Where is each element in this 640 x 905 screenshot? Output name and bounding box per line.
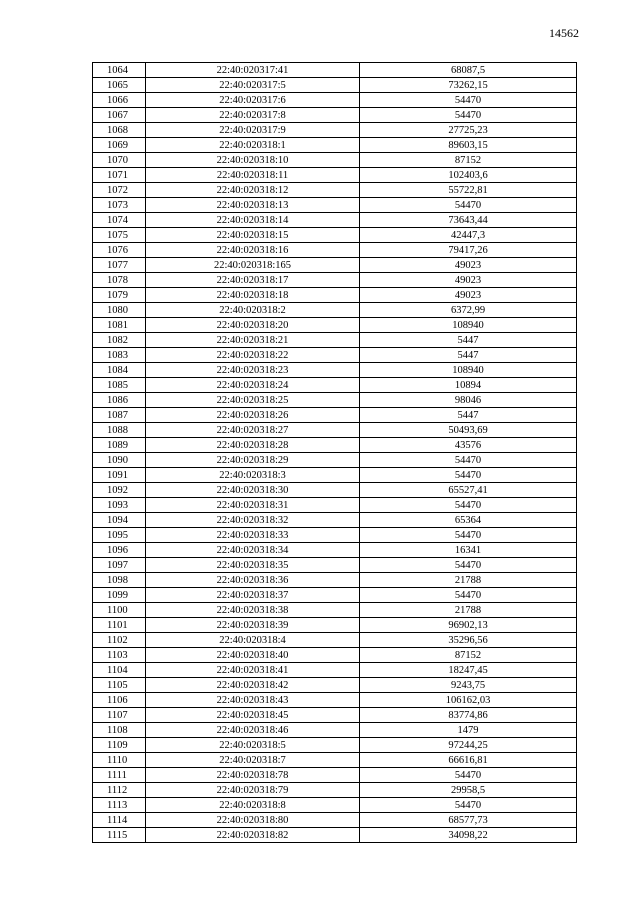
- value-cell: 54470: [360, 558, 577, 573]
- value-cell: 98046: [360, 393, 577, 408]
- table-row: [93, 243, 577, 258]
- page-number: 14562: [549, 26, 579, 40]
- row-number-cell: 1100: [93, 603, 146, 618]
- table-row: [93, 363, 577, 378]
- cadastral-number-cell: 22:40:020318:41: [146, 663, 360, 678]
- cadastral-number-cell: 22:40:020318:79: [146, 783, 360, 798]
- cadastral-number-cell: 22:40:020318:22: [146, 348, 360, 363]
- row-number-cell: 1067: [93, 108, 146, 123]
- cadastral-number-cell: 22:40:020318:20: [146, 318, 360, 333]
- value-cell: 108940: [360, 363, 577, 378]
- table-row: [93, 723, 577, 738]
- value-cell: 65527,41: [360, 483, 577, 498]
- table-row: [93, 93, 577, 108]
- row-number-cell: 1108: [93, 723, 146, 738]
- cadastral-number-cell: 22:40:020318:35: [146, 558, 360, 573]
- table-row: [93, 828, 577, 843]
- cadastral-number-cell: 22:40:020318:36: [146, 573, 360, 588]
- row-number-cell: 1082: [93, 333, 146, 348]
- cadastral-number-cell: 22:40:020318:33: [146, 528, 360, 543]
- value-cell: 49023: [360, 258, 577, 273]
- cadastral-number-cell: 22:40:020318:16: [146, 243, 360, 258]
- row-number-cell: 1104: [93, 663, 146, 678]
- value-cell: 65364: [360, 513, 577, 528]
- cadastral-number-cell: 22:40:020318:5: [146, 738, 360, 753]
- row-number-cell: 1094: [93, 513, 146, 528]
- cadastral-number-cell: 22:40:020318:26: [146, 408, 360, 423]
- row-number-cell: 1080: [93, 303, 146, 318]
- cadastral-number-cell: 22:40:020317:9: [146, 123, 360, 138]
- table-row: [93, 138, 577, 153]
- table-row: [93, 543, 577, 558]
- value-cell: 21788: [360, 573, 577, 588]
- value-cell: 89603,15: [360, 138, 577, 153]
- table-row: [93, 753, 577, 768]
- value-cell: 6372,99: [360, 303, 577, 318]
- value-cell: 10894: [360, 378, 577, 393]
- table-row: [93, 153, 577, 168]
- table-row: [93, 168, 577, 183]
- table-row: [93, 663, 577, 678]
- cadastral-number-cell: 22:40:020318:23: [146, 363, 360, 378]
- value-cell: 54470: [360, 198, 577, 213]
- table-row: [93, 678, 577, 693]
- row-number-cell: 1107: [93, 708, 146, 723]
- value-cell: 18247,45: [360, 663, 577, 678]
- table-row: [93, 123, 577, 138]
- cadastral-number-cell: 22:40:020318:30: [146, 483, 360, 498]
- cadastral-number-cell: 22:40:020318:4: [146, 633, 360, 648]
- table-row: [93, 468, 577, 483]
- table-row: [93, 213, 577, 228]
- row-number-cell: 1075: [93, 228, 146, 243]
- table-row: [93, 693, 577, 708]
- cadastral-number-cell: 22:40:020318:13: [146, 198, 360, 213]
- cadastral-number-cell: 22:40:020318:28: [146, 438, 360, 453]
- table-row: [93, 513, 577, 528]
- row-number-cell: 1115: [93, 828, 146, 843]
- row-number-cell: 1089: [93, 438, 146, 453]
- cadastral-number-cell: 22:40:020318:8: [146, 798, 360, 813]
- row-number-cell: 1099: [93, 588, 146, 603]
- row-number-cell: 1066: [93, 93, 146, 108]
- row-number-cell: 1088: [93, 423, 146, 438]
- row-number-cell: 1073: [93, 198, 146, 213]
- table-row: [93, 483, 577, 498]
- cadastral-value-table: [92, 62, 577, 843]
- value-cell: 42447,3: [360, 228, 577, 243]
- table-row: [93, 738, 577, 753]
- row-number-cell: 1079: [93, 288, 146, 303]
- row-number-cell: 1112: [93, 783, 146, 798]
- row-number-cell: 1083: [93, 348, 146, 363]
- value-cell: 54470: [360, 93, 577, 108]
- row-number-cell: 1071: [93, 168, 146, 183]
- cadastral-number-cell: 22:40:020317:5: [146, 78, 360, 93]
- row-number-cell: 1111: [93, 768, 146, 783]
- cadastral-number-cell: 22:40:020318:18: [146, 288, 360, 303]
- row-number-cell: 1090: [93, 453, 146, 468]
- row-number-cell: 1095: [93, 528, 146, 543]
- cadastral-number-cell: 22:40:020318:39: [146, 618, 360, 633]
- row-number-cell: 1114: [93, 813, 146, 828]
- cadastral-number-cell: 22:40:020317:6: [146, 93, 360, 108]
- row-number-cell: 1069: [93, 138, 146, 153]
- value-cell: 54470: [360, 528, 577, 543]
- value-cell: 102403,6: [360, 168, 577, 183]
- value-cell: 49023: [360, 288, 577, 303]
- value-cell: 49023: [360, 273, 577, 288]
- table-row: [93, 573, 577, 588]
- value-cell: 5447: [360, 348, 577, 363]
- value-cell: 27725,23: [360, 123, 577, 138]
- cadastral-number-cell: 22:40:020318:1: [146, 138, 360, 153]
- table-row: [93, 453, 577, 468]
- cadastral-number-cell: 22:40:020318:37: [146, 588, 360, 603]
- value-cell: 79417,26: [360, 243, 577, 258]
- value-cell: 96902,13: [360, 618, 577, 633]
- cadastral-number-cell: 22:40:020318:10: [146, 153, 360, 168]
- row-number-cell: 1068: [93, 123, 146, 138]
- cadastral-number-cell: 22:40:020317:41: [146, 63, 360, 78]
- table-row: [93, 618, 577, 633]
- row-number-cell: 1065: [93, 78, 146, 93]
- table-row: [93, 348, 577, 363]
- table-row: [93, 273, 577, 288]
- cadastral-number-cell: 22:40:020318:3: [146, 468, 360, 483]
- table-row: [93, 798, 577, 813]
- cadastral-number-cell: 22:40:020318:25: [146, 393, 360, 408]
- table-row: [93, 498, 577, 513]
- cadastral-number-cell: 22:40:020318:11: [146, 168, 360, 183]
- table-row: [93, 333, 577, 348]
- value-cell: 43576: [360, 438, 577, 453]
- cadastral-number-cell: 22:40:020318:7: [146, 753, 360, 768]
- row-number-cell: 1093: [93, 498, 146, 513]
- value-cell: 29958,5: [360, 783, 577, 798]
- value-cell: 73643,44: [360, 213, 577, 228]
- row-number-cell: 1106: [93, 693, 146, 708]
- row-number-cell: 1076: [93, 243, 146, 258]
- cadastral-number-cell: 22:40:020318:2: [146, 303, 360, 318]
- value-cell: 54470: [360, 108, 577, 123]
- value-cell: 97244,25: [360, 738, 577, 753]
- cadastral-number-cell: 22:40:020318:80: [146, 813, 360, 828]
- value-cell: 108940: [360, 318, 577, 333]
- row-number-cell: 1085: [93, 378, 146, 393]
- table-row: [93, 63, 577, 78]
- table-row: [93, 603, 577, 618]
- row-number-cell: 1078: [93, 273, 146, 288]
- row-number-cell: 1101: [93, 618, 146, 633]
- table-row: [93, 813, 577, 828]
- value-cell: 54470: [360, 453, 577, 468]
- table-row: [93, 378, 577, 393]
- row-number-cell: 1110: [93, 753, 146, 768]
- value-cell: 83774,86: [360, 708, 577, 723]
- table-row: [93, 303, 577, 318]
- table-row: [93, 783, 577, 798]
- row-number-cell: 1070: [93, 153, 146, 168]
- table-row: [93, 258, 577, 273]
- value-cell: 21788: [360, 603, 577, 618]
- cadastral-number-cell: 22:40:020318:31: [146, 498, 360, 513]
- value-cell: 5447: [360, 408, 577, 423]
- row-number-cell: 1092: [93, 483, 146, 498]
- value-cell: 73262,15: [360, 78, 577, 93]
- value-cell: 54470: [360, 768, 577, 783]
- value-cell: 68577,73: [360, 813, 577, 828]
- table-row: [93, 528, 577, 543]
- value-cell: 54470: [360, 468, 577, 483]
- row-number-cell: 1091: [93, 468, 146, 483]
- value-cell: 16341: [360, 543, 577, 558]
- value-cell: 87152: [360, 648, 577, 663]
- cadastral-number-cell: 22:40:020318:42: [146, 678, 360, 693]
- value-cell: 35296,56: [360, 633, 577, 648]
- table-row: [93, 108, 577, 123]
- row-number-cell: 1087: [93, 408, 146, 423]
- row-number-cell: 1098: [93, 573, 146, 588]
- value-cell: 54470: [360, 798, 577, 813]
- table-row: [93, 183, 577, 198]
- row-number-cell: 1109: [93, 738, 146, 753]
- value-cell: 66616,81: [360, 753, 577, 768]
- cadastral-number-cell: 22:40:020317:8: [146, 108, 360, 123]
- cadastral-number-cell: 22:40:020318:45: [146, 708, 360, 723]
- cadastral-number-cell: 22:40:020318:21: [146, 333, 360, 348]
- row-number-cell: 1096: [93, 543, 146, 558]
- value-cell: 87152: [360, 153, 577, 168]
- row-number-cell: 1081: [93, 318, 146, 333]
- cadastral-number-cell: 22:40:020318:27: [146, 423, 360, 438]
- cadastral-number-cell: 22:40:020318:12: [146, 183, 360, 198]
- cadastral-number-cell: 22:40:020318:46: [146, 723, 360, 738]
- cadastral-number-cell: 22:40:020318:17: [146, 273, 360, 288]
- value-cell: 5447: [360, 333, 577, 348]
- table-row: [93, 768, 577, 783]
- value-cell: 54470: [360, 498, 577, 513]
- row-number-cell: 1064: [93, 63, 146, 78]
- row-number-cell: 1074: [93, 213, 146, 228]
- cadastral-number-cell: 22:40:020318:14: [146, 213, 360, 228]
- cadastral-number-cell: 22:40:020318:34: [146, 543, 360, 558]
- row-number-cell: 1077: [93, 258, 146, 273]
- cadastral-number-cell: 22:40:020318:40: [146, 648, 360, 663]
- value-cell: 106162,03: [360, 693, 577, 708]
- table-row: [93, 408, 577, 423]
- table-row: [93, 648, 577, 663]
- value-cell: 55722,81: [360, 183, 577, 198]
- row-number-cell: 1072: [93, 183, 146, 198]
- cadastral-number-cell: 22:40:020318:29: [146, 453, 360, 468]
- row-number-cell: 1105: [93, 678, 146, 693]
- value-cell: 50493,69: [360, 423, 577, 438]
- table-row: [93, 228, 577, 243]
- table-row: [93, 633, 577, 648]
- row-number-cell: 1102: [93, 633, 146, 648]
- cadastral-number-cell: 22:40:020318:24: [146, 378, 360, 393]
- table-row: [93, 288, 577, 303]
- table-row: [93, 318, 577, 333]
- cadastral-number-cell: 22:40:020318:32: [146, 513, 360, 528]
- value-cell: 68087,5: [360, 63, 577, 78]
- value-cell: 1479: [360, 723, 577, 738]
- table-row: [93, 558, 577, 573]
- row-number-cell: 1084: [93, 363, 146, 378]
- cadastral-number-cell: 22:40:020318:43: [146, 693, 360, 708]
- table-row: [93, 393, 577, 408]
- row-number-cell: 1113: [93, 798, 146, 813]
- table-row: [93, 78, 577, 93]
- table-row: [93, 198, 577, 213]
- row-number-cell: 1103: [93, 648, 146, 663]
- table-row: [93, 438, 577, 453]
- cadastral-number-cell: 22:40:020318:38: [146, 603, 360, 618]
- row-number-cell: 1086: [93, 393, 146, 408]
- value-cell: 9243,75: [360, 678, 577, 693]
- cadastral-number-cell: 22:40:020318:78: [146, 768, 360, 783]
- table-row: [93, 588, 577, 603]
- table-row: [93, 708, 577, 723]
- table-body: [93, 63, 577, 843]
- table-row: [93, 423, 577, 438]
- value-cell: 54470: [360, 588, 577, 603]
- cadastral-number-cell: 22:40:020318:15: [146, 228, 360, 243]
- cadastral-number-cell: 22:40:020318:165: [146, 258, 360, 273]
- cadastral-number-cell: 22:40:020318:82: [146, 828, 360, 843]
- row-number-cell: 1097: [93, 558, 146, 573]
- value-cell: 34098,22: [360, 828, 577, 843]
